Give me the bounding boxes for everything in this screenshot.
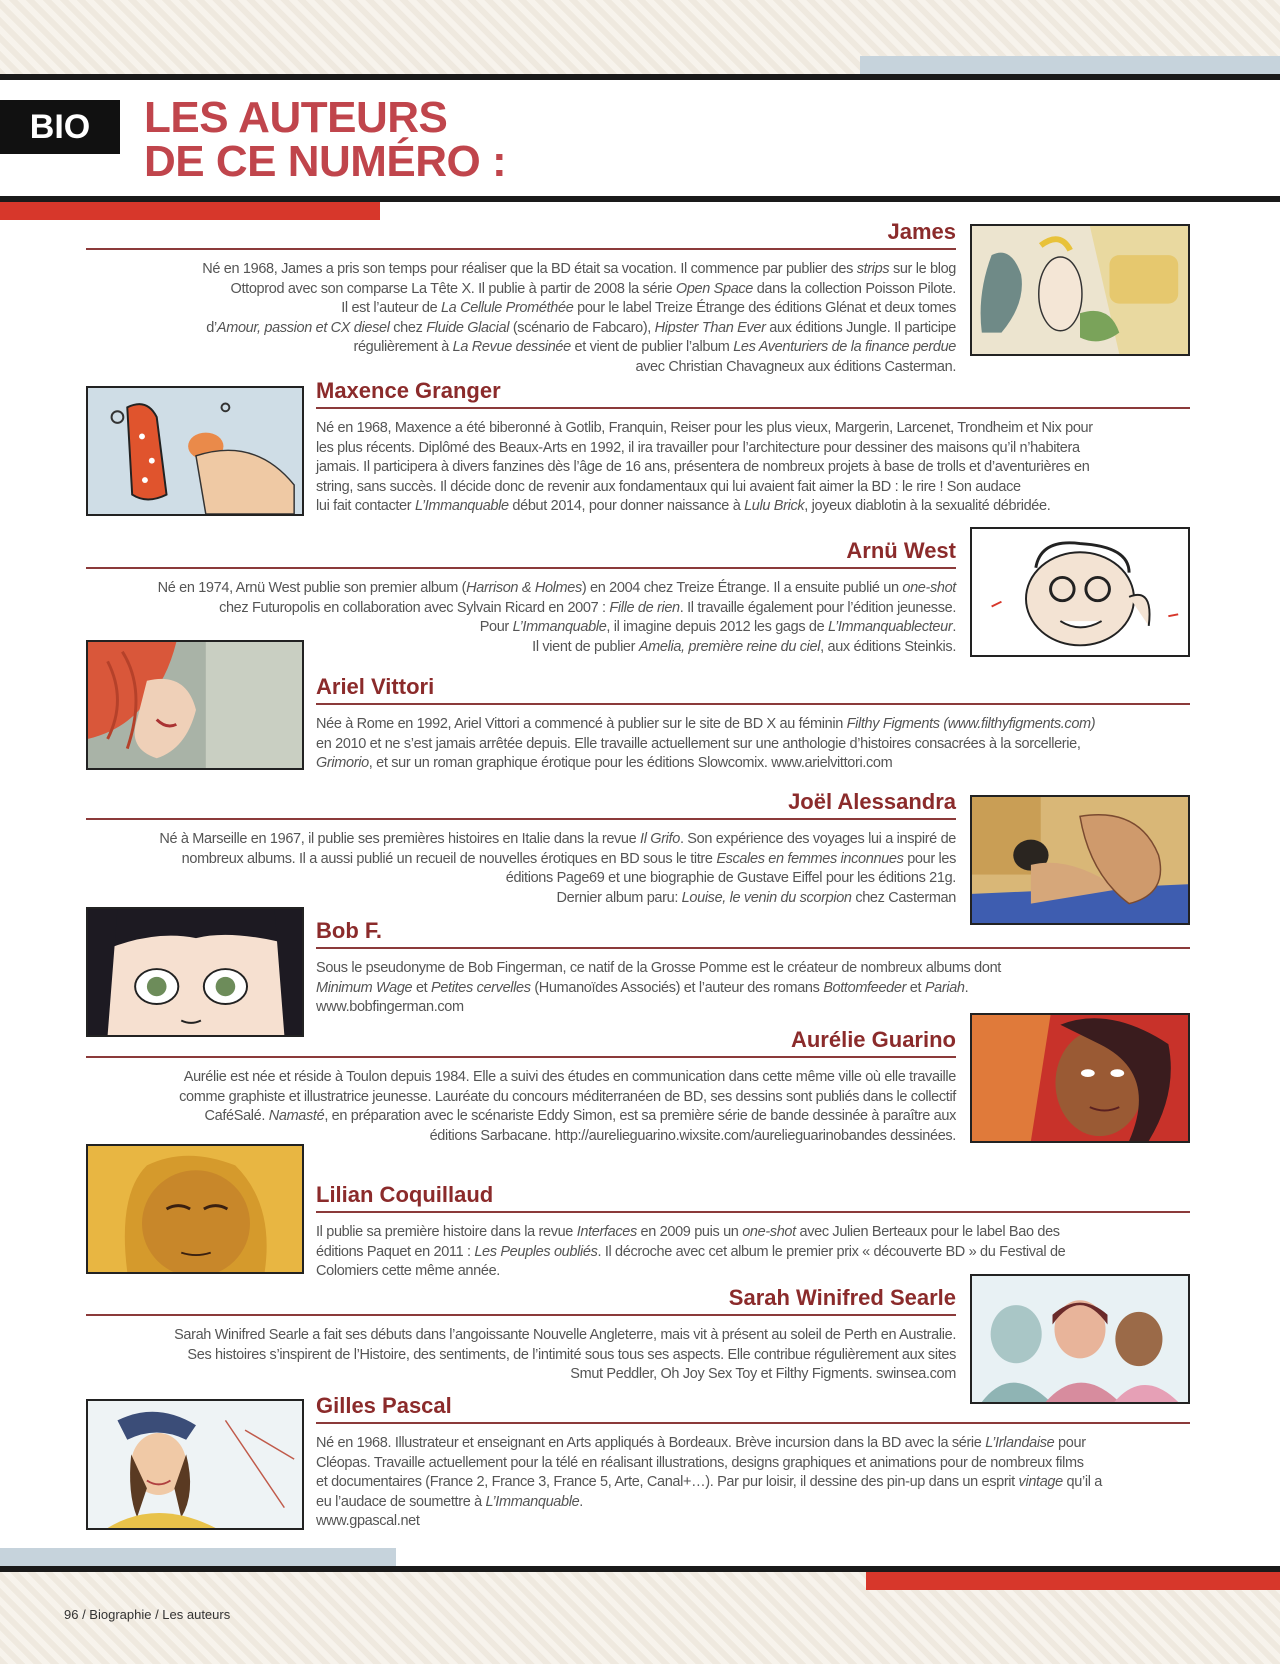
- bio-text: www.gpascal.net: [316, 1513, 420, 1529]
- author-illustration-lilian-coquillaud: [86, 1144, 304, 1274]
- author-rule: [316, 703, 1190, 705]
- bio-line: [86, 280, 956, 300]
- bio-line: [316, 478, 1190, 498]
- author-bio: [316, 419, 1190, 517]
- author-entry-aurelie-guarino: [86, 1026, 956, 1146]
- bio-text: chez: [389, 319, 427, 336]
- bio-text: dans la collection Poisson Pilote.: [753, 280, 956, 297]
- bio-text: Il publie sa première histoire dans la revue: [316, 1224, 577, 1240]
- bio-line: [316, 1493, 1190, 1513]
- bio-line: [86, 618, 956, 638]
- bio-line: [316, 439, 1190, 459]
- author-illustration-bob-f: [86, 907, 304, 1037]
- author-name: Joël Alessandra: [788, 789, 956, 814]
- author-entry-arnu-west: [86, 537, 956, 657]
- bio-text: . Il décroche avec cet album le premier prix « découverte BD » du Festival de: [597, 1243, 1066, 1260]
- bio-text: d’: [206, 319, 217, 336]
- author-bio: [86, 830, 956, 908]
- bio-line: [316, 497, 1190, 517]
- author-name: James: [887, 219, 956, 244]
- author-bio: [316, 715, 1190, 774]
- bio-text: . Son expérience des voyages lui a inspiré de: [679, 831, 956, 847]
- bio-line: [316, 715, 1190, 735]
- bio-text: , et sur un roman graphique érotique pour les éditions Slowcomix. www.arielvittori.com: [368, 755, 893, 771]
- bottom-blue-accent-bar: [0, 1548, 396, 1566]
- bio-text: pour: [1054, 1435, 1086, 1451]
- bio-text: string, sans succès. Il décide donc de revenir aux fondamentaux qui lui avaient fait aimer la BD : le rire ! Son audace: [316, 478, 1021, 495]
- bio-line: [86, 260, 956, 280]
- bio-line: [86, 1107, 956, 1127]
- author-illustration-sarah-winifred-searle: [970, 1274, 1190, 1404]
- author-entry-sarah-winifred-searle: [86, 1284, 956, 1385]
- author-name: Arnü West: [846, 538, 956, 563]
- page-footer: 96 / Biographie / Les auteurs: [64, 1607, 231, 1622]
- bio-text: Il est l’auteur de: [341, 300, 441, 316]
- bio-italic-text: Hipster Than Ever: [654, 319, 766, 336]
- author-rule: [316, 1422, 1190, 1424]
- bio-italic-text: Amour, passion et CX diesel: [216, 319, 390, 336]
- bio-italic-text: Il Grifo: [640, 831, 680, 847]
- bio-text: nombreux albums. Il a aussi publié un recueil de nouvelles érotiques en BD sous le titre: [181, 850, 717, 867]
- bio-text: chez Casterman: [851, 889, 956, 906]
- bio-line: [86, 850, 956, 870]
- bio-text: , en préparation avec le scénariste Eddy Simon, est sa première série de bande dessinée à paraître aux: [324, 1108, 956, 1124]
- author-entry-maxence-granger: [316, 377, 1190, 517]
- bio-line: [86, 869, 956, 889]
- top-blue-accent-bar: [860, 56, 1280, 74]
- bio-line: [316, 979, 1190, 999]
- author-bio: [86, 1326, 956, 1385]
- bio-text: (scénario de Fabcaro),: [509, 319, 655, 336]
- bio-text: eu l’audace de soumettre à: [316, 1493, 486, 1510]
- bio-text: qu’il a: [1062, 1474, 1102, 1490]
- bio-text: lui fait contacter: [316, 498, 415, 514]
- bio-text: pour le label Treize Étrange des éditions Glénat et deux tomes: [573, 300, 956, 316]
- author-rule: [316, 947, 1190, 949]
- bio-line: [316, 1223, 1190, 1243]
- bio-italic-text: Fille de rien: [609, 599, 680, 616]
- author-illustration-aurelie-guarino: [970, 1013, 1190, 1143]
- bio-text: .: [579, 1493, 583, 1510]
- bio-text: avec Julien Berteaux pour le label Bao des: [795, 1224, 1060, 1240]
- bio-text: comme graphiste et illustratrice jeunesse. Lauréate du concours méditerranéen de BD, ses dessins sont publiés dans le collectif: [179, 1088, 956, 1105]
- bio-text: Né en 1968. Illustrateur et enseignant en Arts appliqués à Bordeaux. Brève incursion dans la BD avec la série: [316, 1435, 986, 1451]
- bio-text: ) en 2004 chez Treize Étrange. Il a ensuite publié un: [581, 580, 903, 596]
- top-rule: [0, 74, 1280, 80]
- bio-italic-text: Namasté: [268, 1108, 325, 1124]
- bio-text: Aurélie est née et réside à Toulon depuis 1984. Elle a suivi des études en communication dans cette même ville où elle travaille: [183, 1069, 956, 1085]
- bio-italic-text: Pariah: [924, 979, 965, 996]
- bio-text: début 2014, pour donner naissance à: [508, 498, 745, 514]
- bio-line: [316, 458, 1190, 478]
- bio-text: régulièrement à: [353, 339, 453, 355]
- bio-text: sur le blog: [889, 261, 956, 277]
- bio-italic-text: Interfaces: [576, 1224, 637, 1240]
- bottom-red-accent-bar: [866, 1572, 1280, 1590]
- bio-line: [86, 1326, 956, 1346]
- bio-text: Ottoprod avec son comparse La Tête X. Il publie à partir de 2008 la série: [230, 280, 676, 297]
- bio-line: [316, 1243, 1190, 1263]
- bio-italic-text: one-shot: [742, 1224, 796, 1240]
- bio-text: CaféSalé.: [204, 1108, 269, 1124]
- bio-text: éditions Page69 et une biographie de Gustave Eiffel pour les éditions 21g.: [505, 870, 956, 886]
- bio-text: Né en 1974, Arnü West publie son premier album (: [157, 580, 467, 596]
- bio-line: [86, 579, 956, 599]
- bio-text: (Humanoïdes Associés) et l’auteur des romans: [530, 979, 824, 996]
- bio-line: [86, 830, 956, 850]
- bio-text: . Il travaille également pour l’édition jeunesse.: [679, 599, 956, 616]
- bio-italic-text: Lulu Brick: [744, 498, 805, 514]
- bio-line: [316, 959, 1190, 979]
- author-name: Maxence Granger: [316, 378, 501, 403]
- bio-text: Il vient de publier: [532, 638, 639, 655]
- page-title-line2: DE CE NUMÉRO :: [144, 137, 507, 186]
- author-bio: [316, 1223, 1190, 1282]
- page-title: [144, 93, 507, 186]
- author-name: Gilles Pascal: [316, 1393, 452, 1418]
- bio-italic-text: Filthy Figments (www.filthyfigments.com): [846, 716, 1096, 732]
- author-entry-joel-alessandra: [86, 788, 956, 908]
- bio-line: [316, 1512, 1190, 1532]
- author-illustration-james: [970, 224, 1190, 356]
- bio-text: avec Christian Chavagneux aux éditions Casterman.: [635, 358, 956, 375]
- author-name: Aurélie Guarino: [790, 1027, 956, 1052]
- bio-line: [86, 1068, 956, 1088]
- bio-italic-text: vintage: [1018, 1474, 1063, 1490]
- bio-italic-text: Petites cervelles: [431, 979, 531, 996]
- author-rule: [86, 248, 956, 250]
- bio-line: [316, 754, 1190, 774]
- bio-line: [316, 735, 1190, 755]
- author-rule: [86, 567, 956, 569]
- bio-italic-text: L’Immanquable: [512, 619, 607, 635]
- bio-text: Pour: [479, 619, 513, 635]
- bio-italic-text: L’Immanquablecteur: [828, 619, 953, 635]
- author-bio: [86, 1068, 956, 1146]
- bio-italic-text: La Revue dessinée: [452, 339, 571, 355]
- bio-italic-text: La Cellule Prométhée: [440, 300, 574, 316]
- bio-line: [86, 299, 956, 319]
- bio-text: .: [964, 979, 969, 996]
- author-entry-ariel-vittori: [316, 673, 1190, 774]
- author-bio: [316, 959, 1190, 1018]
- bio-text: aux éditions Jungle. Il participe: [765, 319, 956, 336]
- bio-text: Cléopas. Travaille actuellement pour la télé en réalisant illustrations, designs graphiques et animations pour de nombreux films: [316, 1454, 1084, 1471]
- author-bio: [316, 1434, 1190, 1532]
- bio-italic-text: Les Aventuriers de la finance perdue: [733, 339, 956, 355]
- bio-italic-text: Harrison & Holmes: [466, 580, 582, 596]
- bio-text: Ses histoires s’inspirent de l’Histoire, des sentiments, de l’intimité sous tous ses aspects. Elle contribue régulièrement aux sites: [187, 1346, 956, 1363]
- bio-italic-text: Louise, le venin du scorpion: [681, 889, 852, 906]
- bio-italic-text: Escales en femmes inconnues: [716, 850, 904, 867]
- bio-line: [86, 319, 956, 339]
- bio-text: chez Futuropolis en collaboration avec Sylvain Ricard en 2007 :: [219, 599, 610, 616]
- bio-line: [86, 1346, 956, 1366]
- bio-text: , aux éditions Steinkis.: [820, 638, 956, 655]
- bio-line: [86, 889, 956, 909]
- author-name: Lilian Coquillaud: [316, 1182, 494, 1207]
- bio-text: et: [412, 979, 432, 996]
- bio-line: [316, 419, 1190, 439]
- author-entry-lilian-coquillaud: [316, 1181, 1190, 1282]
- bio-italic-text: strips: [856, 261, 890, 277]
- bio-text: jamais. Il participera à divers fanzines dès l’âge de 16 ans, présentera de nombreux projets à base de trolls et d’aventurières en: [316, 459, 1090, 475]
- bio-text: Né en 1968, Maxence a été biberonné à Gotlib, Franquin, Reiser pour les plus vieux, Margerin, Larcenet, Trondheim et Nix pour: [316, 420, 1093, 436]
- bio-italic-text: Les Peuples oubliés: [474, 1243, 598, 1260]
- author-illustration-maxence-granger: [86, 386, 304, 516]
- bio-text: www.bobfingerman.com: [316, 999, 464, 1015]
- bio-text: et: [906, 979, 925, 996]
- bio-text: , il imagine depuis 2012 les gags de: [606, 619, 829, 635]
- bio-italic-text: one-shot: [902, 580, 956, 596]
- bio-line: [316, 1434, 1190, 1454]
- author-entry-gilles-pascal: [316, 1392, 1190, 1532]
- author-rule: [86, 1056, 956, 1058]
- bio-italic-text: Amelia, première reine du ciel: [638, 638, 821, 655]
- bio-italic-text: Open Space: [675, 280, 754, 297]
- author-rule: [316, 1211, 1190, 1213]
- bio-text: Sous le pseudonyme de Bob Fingerman, ce natif de la Grosse Pomme est le créateur de nombreux albums dont: [316, 960, 1001, 976]
- author-rule: [316, 407, 1190, 409]
- author-entry-james: [86, 218, 956, 377]
- author-illustration-gilles-pascal: [86, 1399, 304, 1530]
- bio-line: [316, 1454, 1190, 1474]
- bio-italic-text: Minimum Wage: [316, 979, 413, 996]
- author-rule: [86, 818, 956, 820]
- bio-italic-text: Fluide Glacial: [426, 319, 510, 336]
- bio-text: Sarah Winifred Searle a fait ses débuts dans l’angoissante Nouvelle Angleterre, mais vit à présent au soleil de Perth en Australie.: [174, 1327, 956, 1343]
- bio-italic-text: L’Immanquable: [414, 498, 509, 514]
- bio-text: éditions Sarbacane. http://aurelieguarino.wixsite.com/aurelieguarinobandes dessinées.: [429, 1127, 956, 1144]
- bio-line: [86, 338, 956, 358]
- bio-text: les plus récents. Diplômé des Beaux-Arts en 1992, il ira travailler pour l’architecture pour dessiner des maisons qu’il n’habitera: [316, 439, 1080, 456]
- bio-text: Né en 1968, James a pris son temps pour réaliser que la BD était sa vocation. Il commence par publier des: [202, 261, 857, 277]
- bio-italic-text: L’Irlandaise: [985, 1435, 1055, 1451]
- bio-line: [86, 358, 956, 378]
- author-bio: [86, 260, 956, 377]
- bio-line: [316, 1473, 1190, 1493]
- author-rule: [86, 1314, 956, 1316]
- bio-line: [86, 1088, 956, 1108]
- bio-text: Smut Peddler, Oh Joy Sex Toy et Filthy Figments. swinsea.com: [570, 1366, 956, 1382]
- author-illustration-ariel-vittori: [86, 640, 304, 770]
- bio-text: Colomiers cette même année.: [316, 1263, 500, 1279]
- bio-text: éditions Paquet en 2011 :: [316, 1243, 475, 1260]
- author-entry-bob-f: [316, 917, 1190, 1018]
- bio-text: Née à Rome en 1992, Ariel Vittori a commencé à publier sur le site de BD X au féminin: [316, 716, 847, 732]
- page-title-line1: LES AUTEURS: [144, 93, 448, 142]
- bio-text: .: [952, 619, 956, 635]
- author-illustration-arnu-west: [970, 527, 1190, 657]
- author-name: Ariel Vittori: [316, 674, 435, 699]
- bio-text: Dernier album paru:: [556, 889, 682, 906]
- bio-text: et documentaires (France 2, France 3, France 5, Arte, Canal+…). Par pur loisir, il dessine des pin-up dans un esprit: [316, 1474, 1019, 1490]
- bio-text: Né à Marseille en 1967, il publie ses premières histoires en Italie dans la revue: [159, 831, 641, 847]
- bio-italic-text: L’Immanquable: [485, 1493, 580, 1510]
- bio-text: pour les: [903, 850, 956, 867]
- bio-line: [86, 599, 956, 619]
- bio-text: en 2009 puis un: [636, 1224, 743, 1240]
- bio-text: et vient de publier l’album: [570, 339, 734, 355]
- bio-text: en 2010 et ne s’est jamais arrêtée depuis. Elle travaille actuellement sur une anthologie d’histoires consacrées à la sorcellerie,: [316, 735, 1081, 752]
- section-tag: BIO: [0, 100, 120, 154]
- bio-text: , joyeux diablotin à la sexualité débridée.: [804, 498, 1051, 514]
- bio-line: [86, 1365, 956, 1385]
- author-name: Sarah Winifred Searle: [728, 1285, 956, 1310]
- author-illustration-joel-alessandra: [970, 795, 1190, 925]
- bio-italic-text: Grimorio: [316, 755, 369, 771]
- author-name: Bob F.: [316, 918, 382, 943]
- bio-italic-text: Bottomfeeder: [823, 979, 907, 996]
